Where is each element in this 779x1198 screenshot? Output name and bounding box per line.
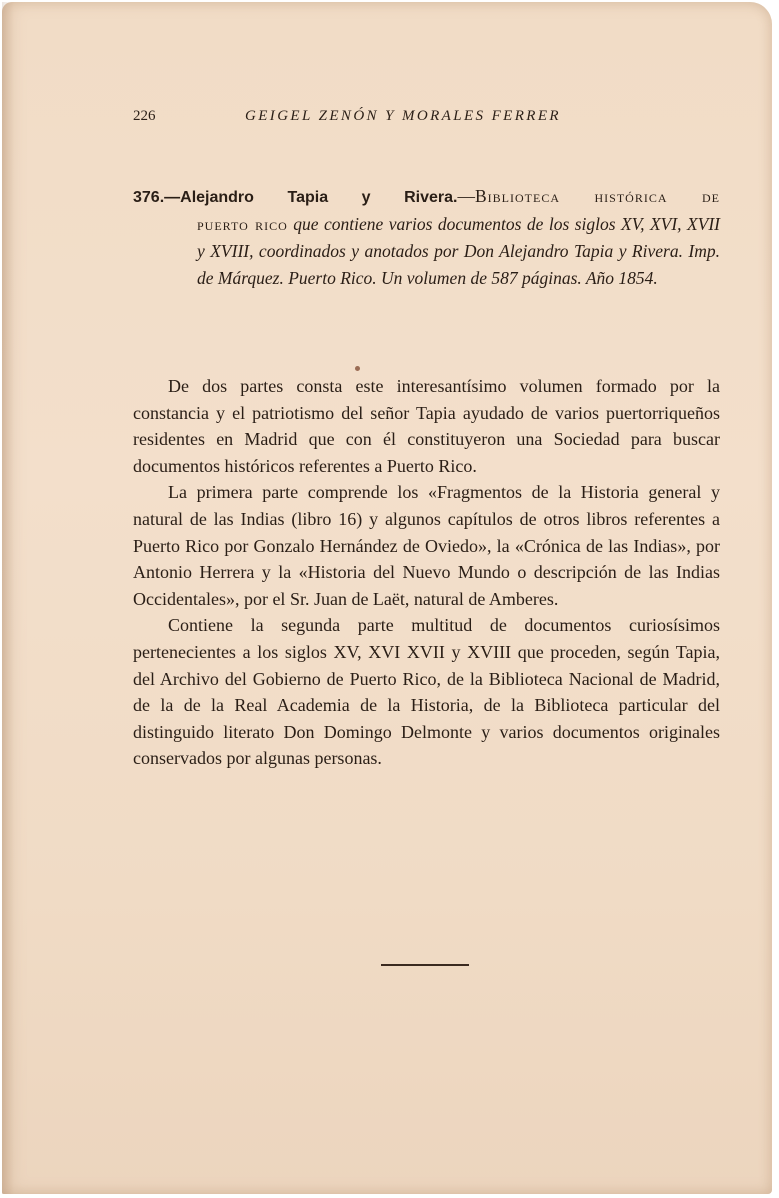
entry-first-line [133,183,720,211]
page-number: 226 [133,108,156,124]
paragraph: Contiene la segunda parte multitud de documentos curiosísimos pertenecientes a los siglos XV, XVI XVII y XVIII que proceden, según Tapia, del Archivo del Gobierno de Puerto Rico, de la Biblioteca Nacional de Madrid, de la de la Real Academia de la Historia, de la Biblioteca particular del distinguido literato Don Domingo Delmonte y varios documentos originales conservados por algunas personas. [133,615,720,769]
paragraph: De dos partes consta este interesantísimo volumen formado por la constancia y el patriotismo del señor Tapia ayudado de varios puertorriqueños residentes en Madrid que con él constituyeron una Sociedad para buscar documentos históricos referentes a Puerto Rico. [133,376,720,476]
end-rule [381,964,469,966]
entry-dash: — [164,189,181,206]
ink-dot [355,366,360,371]
entry-author-dash: — [457,186,475,206]
bibliography-entry [133,183,720,292]
entry-title-part2: puerto rico [197,214,288,234]
entry-number: 376. [133,189,165,206]
running-head [0,108,779,132]
entry-title-part1: Biblioteca histórica de [475,186,720,206]
running-title: GEIGEL ZENÓN Y MORALES FERRER [245,108,561,124]
entry-description: que contiene varios documentos de los siglos XV, XVI, XVII y XVIII, coordinados y anotados por Don Alejandro Tapia y Rivera. Imp. de Márquez. Puerto Rico. Un volumen de 587 páginas. Año 1854. [197,214,720,288]
paragraph: La primera parte comprende los «Fragmentos de la Historia general y natural de las Indias (libro 16) y algunos capítulos de otros libros referentes a Puerto Rico por Gonzalo Hernández de Oviedo», la «Crónica de las Indias», por Antonio Herrera y la «Historia del Nuevo Mundo o descripción de las Indias Occidentales», por el Sr. Juan de Laët, natural de Amberes. [133,482,720,609]
entry-description-block [133,211,720,292]
body-text [133,373,720,772]
entry-author: Alejandro Tapia y Rivera. [180,189,458,206]
